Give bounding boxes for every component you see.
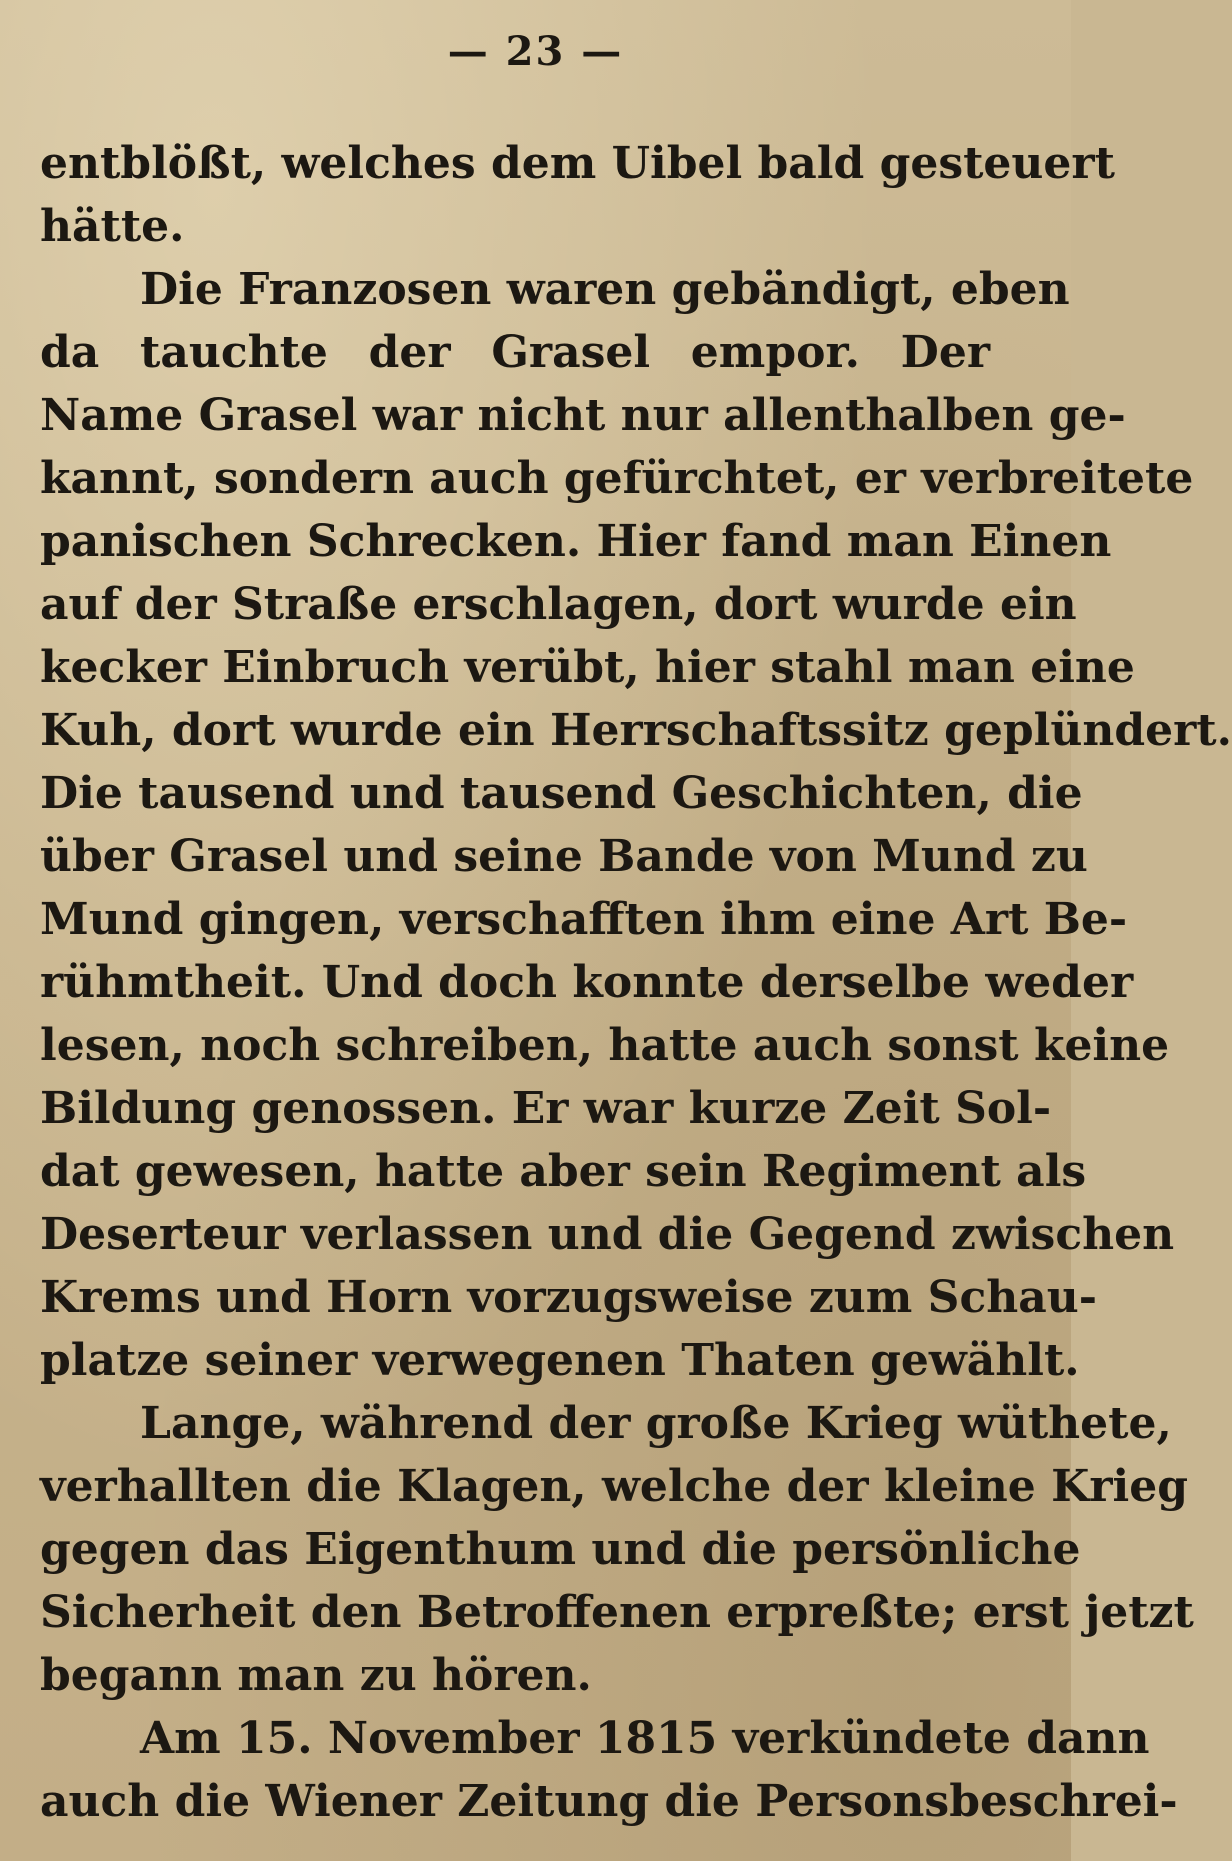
text-line: dat gewesen, hatte aber sein Regiment als [40, 1146, 1087, 1197]
text-line: Sicherheit den Betroffenen erpreßte; erst jetzt [40, 1587, 1194, 1638]
text-line: kannt, sondern auch gefürchtet, er verbreitete [40, 453, 1194, 504]
text-line: Mund gingen, verschafften ihm eine Art Be- [40, 894, 1128, 945]
text-line: über Grasel und seine Bande von Mund zu [40, 831, 1088, 882]
text-line: Die tausend und tausend Geschichten, die [40, 768, 1083, 819]
text-line: Bildung genossen. Er war kurze Zeit Sol- [40, 1083, 1052, 1134]
text-line: hätte. [40, 201, 185, 252]
text-line: panischen Schrecken. Hier fand man Einen [40, 516, 1112, 567]
text-line: begann man zu hören. [40, 1650, 592, 1701]
text-line: Lange, während der große Krieg wüthete, [140, 1398, 1172, 1449]
text-line: Kuh, dort wurde ein Herrschaftssitz geplündert. [40, 705, 1232, 756]
text-line: Name Grasel war nicht nur allenthalben ge- [40, 390, 1126, 441]
text-line: gegen das Eigenthum und die persönliche [40, 1524, 1081, 1575]
text-line: Am 15. November 1815 verkündete dann [140, 1713, 1150, 1764]
text-line: auch die Wiener Zeitung die Personsbeschrei- [40, 1776, 1178, 1827]
text-line: lesen, noch schreiben, hatte auch sonst keine [40, 1020, 1170, 1071]
text-line: entblößt, welches dem Uibel bald gesteuert [40, 138, 1115, 189]
text-line: Die Franzosen waren gebändigt, eben [140, 264, 1070, 315]
page-number: — 23 — [447, 28, 624, 75]
page-text [40, 132, 1232, 1833]
text-line: Krems und Horn vorzugsweise zum Schau- [40, 1272, 1097, 1323]
text-line: kecker Einbruch verübt, hier stahl man eine [40, 642, 1135, 693]
text-line: verhallten die Klagen, welche der kleine Krieg [40, 1461, 1188, 1512]
text-line: Deserteur verlassen und die Gegend zwischen [40, 1209, 1175, 1260]
text-line: da tauchte der Grasel empor. Der [40, 327, 990, 378]
text-line: platze seiner verwegenen Thaten gewählt. [40, 1335, 1080, 1386]
text-line: auf der Straße erschlagen, dort wurde ein [40, 579, 1077, 630]
text-line: rühmtheit. Und doch konnte derselbe weder [40, 957, 1134, 1008]
